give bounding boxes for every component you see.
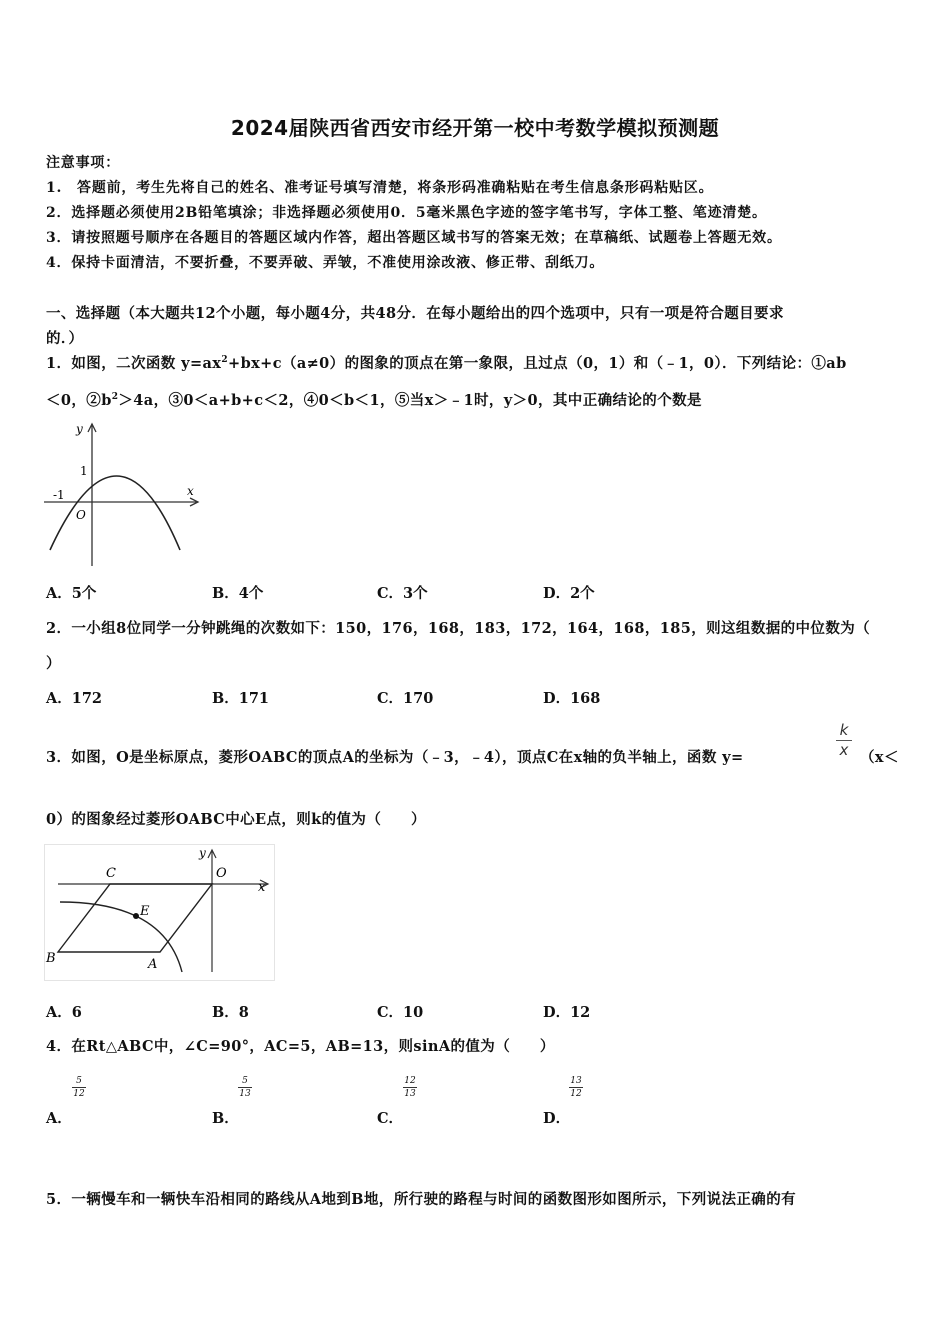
q1-x-label: x [187,484,194,498]
notice-heading: 注意事项： [46,155,120,171]
notice-item-1: 1. 答题前，考生先将自己的姓名、准考证号填写清楚，将条形码准确粘贴在考生信息条形码粘贴区。 [46,180,714,196]
q4-option-d-fraction [567,1076,585,1099]
q1-text-line1 [46,352,847,373]
q3-rhombus-figure [44,844,276,982]
q5-text-line1: 5．一辆慢车和一辆快车沿相同的路线从A地到B地，所行驶的路程与时间的函数图形如图所示，下列说法正确的有 [46,1191,796,1208]
q1-line1-pre: 1．如图，二次函数 y=ax [46,355,222,372]
notice-item-3: 3．请按照题号顺序在各题目的答题区域内作答，超出答题区域书写的答案无效；在草稿纸、试题卷上答题无效。 [46,230,782,246]
q1-origin-label: O [76,508,86,522]
q1-parabola-curve [50,476,180,550]
section-heading-line1: 一、选择题（本大题共12个小题，每小题4分，共48分．在每小题给出的四个选项中，只有一项是符合题目要求 [46,305,784,322]
q4-option-c[interactable]: C． [377,1110,404,1127]
q1-parabola-figure [40,418,210,570]
q1-superscript: 2 [221,355,229,366]
q2-option-b[interactable]: B．171 [212,690,270,707]
q4-a-numerator: 5 [76,1076,82,1086]
q3-x-label: x [258,880,266,895]
q1-line2-pre: ＜0，②b [46,392,112,409]
notice-item-4: 4．保持卡面清洁，不要折叠，不要弄破、弄皱，不准使用涂改液、修正带、刮纸刀。 [46,255,605,271]
q3-hyperbola-curve [60,902,182,972]
q4-option-a[interactable]: A． [46,1110,72,1127]
q4-b-denominator: 13 [239,1089,251,1099]
q4-d-numerator: 13 [570,1076,582,1086]
q4-d-denominator: 12 [570,1089,582,1099]
q3-k-over-x-fraction [836,722,852,759]
q3-y-label: y [199,846,206,860]
q4-option-d[interactable]: D． [543,1110,571,1127]
q1-label-neg-one: -1 [53,488,65,502]
section-heading-line2: 的．） [46,330,84,347]
q3-label-e: E [140,904,150,919]
q3-label-o: O [216,866,227,881]
q4-b-fraction-bar [238,1087,252,1088]
q4-text-line1: 4．在Rt△ABC中，∠C=90°，AC=5，AB=13，则sinA的值为（ ） [46,1038,555,1055]
q1-superscript-2: 2 [111,392,119,403]
q1-option-d[interactable]: D．2个 [543,585,595,602]
q4-option-c-fraction [401,1076,419,1099]
q4-a-denominator: 12 [73,1089,85,1099]
q4-option-b-fraction [236,1076,254,1099]
q3-point-e [133,913,139,919]
q3-text-line2: 0）的图象经过菱形OABC中心E点，则k的值为（ ） [46,811,426,828]
q3-label-c: C [106,866,116,881]
q4-d-fraction-bar [569,1087,583,1088]
q1-text-line2 [46,389,702,410]
q3-text-line1: 3．如图，O是坐标原点，菱形OABC的顶点A的坐标为（﹣3，﹣4），顶点C在x轴的负半轴上，函数 y= [46,749,744,766]
q4-a-fraction-bar [72,1087,86,1088]
q1-label-one: 1 [80,464,88,478]
q3-figure-frame [45,845,275,981]
q3-label-b: B [46,951,56,966]
q4-option-b[interactable]: B． [212,1110,239,1127]
q3-option-c[interactable]: C．10 [377,1004,424,1021]
q2-text-line2: ） [46,655,61,672]
q3-option-a[interactable]: A．6 [46,1004,82,1021]
q3-fraction-denominator: x [839,741,849,759]
notice-item-2: 2．选择题必须使用2B铅笔填涂；非选择题必须使用0．5毫米黑色字迹的签字笔书写，字体工整、笔迹清楚。 [46,205,767,221]
q3-option-d[interactable]: D．12 [543,1004,591,1021]
q1-line1-post: +bx+c（a≠0）的图象的顶点在第一象限，且过点（0，1）和（﹣1，0）．下列结论：①ab [228,355,847,372]
q4-c-fraction-bar [403,1087,417,1088]
page-title: 2024届陕西省西安市经开第一校中考数学模拟预测题 [230,116,720,140]
q2-option-d[interactable]: D．168 [543,690,601,707]
q1-y-label: y [76,422,83,436]
q1-line2-post: ＞4a，③0＜a+b+c＜2，④0＜b＜1，⑤当x＞﹣1时，y＞0，其中正确结论的个数是 [118,392,702,409]
q3-fraction-numerator: k [839,721,849,739]
q1-option-a[interactable]: A．5个 [46,585,97,602]
q3-label-a: A [148,957,158,972]
q2-option-a[interactable]: A．172 [46,690,103,707]
q1-option-b[interactable]: B．4个 [212,585,264,602]
q2-text-line1: 2．一小组8位同学一分钟跳绳的次数如下：150，176，168，183，172，164，168，185，则这组数据的中位数为（ [46,620,871,637]
q3-option-b[interactable]: B．8 [212,1004,249,1021]
q4-option-a-fraction [70,1076,88,1099]
q4-c-denominator: 13 [404,1089,416,1099]
q2-option-c[interactable]: C．170 [377,690,434,707]
q4-b-numerator: 5 [242,1076,248,1086]
q1-option-c[interactable]: C．3个 [377,585,428,602]
q3-text-line1-end: （x＜ [860,749,899,766]
q4-c-numerator: 12 [404,1076,416,1086]
